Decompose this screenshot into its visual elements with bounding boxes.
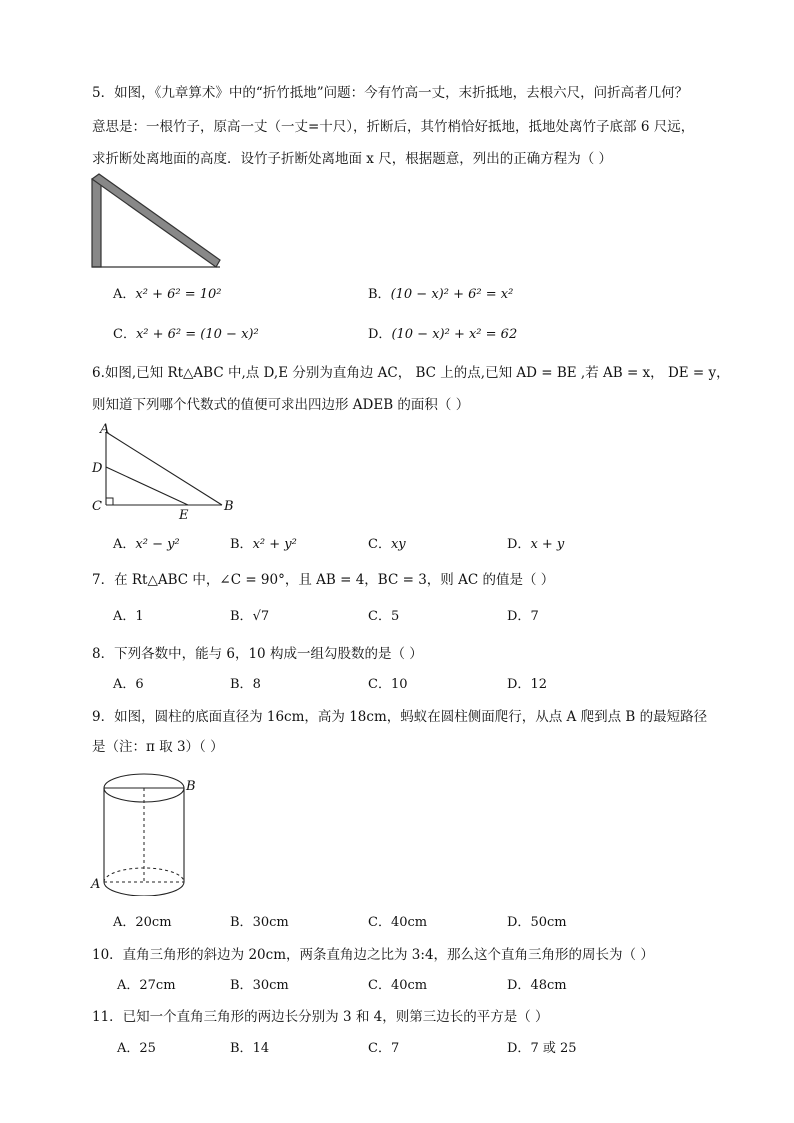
label-b-cyl: B — [186, 779, 196, 794]
cylinder-figure — [88, 764, 208, 896]
q10-option-d: D．48cm — [507, 978, 567, 993]
q9-option-b: B．30cm — [230, 915, 289, 930]
q10-option-c: C．40cm — [368, 978, 428, 993]
label-d: D — [92, 461, 103, 476]
q8-line-1: 8．下列各数中，能与 6，10 构成一组勾股数的是（ ） — [92, 646, 423, 662]
q8-option-a: A．6 — [113, 677, 144, 692]
q7-option-b: B．√7 — [230, 609, 270, 624]
label-a: A — [100, 422, 110, 437]
q5-option-a: A．x² + 6² = 10² — [113, 287, 222, 302]
q6-line-2: 则知道下列哪个代数式的值便可求出四边形 ADEB 的面积（ ） — [92, 397, 470, 413]
q5-line-2: 意思是：一根竹子，原高一丈（一丈=十尺），折断后，其竹梢恰好抵地，抵地处离竹子底部 6 尺远， — [92, 119, 695, 135]
q11-option-c: C．7 — [368, 1041, 400, 1056]
q5-line-3: 求折断处离地面的高度．设竹子折断处离地面 x 尺，根据题意，列出的正确方程为（ ） — [92, 151, 612, 167]
q9-option-a: A．20cm — [113, 915, 172, 930]
q9-line-2: 是（注：π 取 3）（ ） — [92, 739, 224, 755]
bamboo-stump — [92, 179, 101, 267]
q9-option-c: C．40cm — [368, 915, 428, 930]
q8-option-d: D．12 — [507, 677, 547, 692]
bamboo-broken-top — [92, 174, 220, 267]
q6-option-b: B．x² + y² — [230, 537, 297, 552]
label-b: B — [224, 499, 234, 514]
q5-line-1: 5．如图，《九章算术》中的“折竹抵地”问题：今有竹高一丈，末折抵地，去根六尺，问折高者几何？ — [92, 85, 689, 101]
bamboo-figure — [88, 172, 228, 272]
q6-line-1: 6.如图,已知 Rt△ABC 中,点 D,E 分别为直角边 AC， BC 上的点,已知 AD = BE ,若 AB = x， DE = y， — [92, 365, 730, 381]
q7-line-1: 7．在 Rt△ABC 中，∠C = 90°，且 AB = 4，BC = 3，则 AC 的值是（ ） — [92, 572, 555, 588]
bottom-front-arc — [104, 882, 184, 896]
label-e: E — [179, 508, 189, 520]
q11-option-a: A．25 — [117, 1041, 156, 1056]
triangle-abc-figure — [88, 420, 248, 520]
q7-option-d: D．7 — [507, 609, 539, 624]
right-angle-mark — [106, 498, 113, 505]
q11-option-b: B．14 — [230, 1041, 270, 1056]
q9-option-d: D．50cm — [507, 915, 567, 930]
q6-option-c: C．xy — [368, 537, 406, 552]
q10-option-a: A．27cm — [117, 978, 176, 993]
q6-option-d: D．x + y — [507, 537, 565, 552]
q9-line-1: 9．如图，圆柱的底面直径为 16cm，高为 18cm，蚂蚁在圆柱侧面爬行，从点 A 爬到点 B 的最短路径 — [92, 709, 708, 725]
q5-option-d: D．(10 − x)² + x² = 62 — [368, 327, 518, 342]
label-a-cyl: A — [91, 877, 101, 892]
q5-option-b: B．(10 − x)² + 6² = x² — [368, 287, 514, 302]
q8-option-c: C．10 — [368, 677, 408, 692]
q6-option-a: A．x² − y² — [113, 537, 180, 552]
q5-option-c: C．x² + 6² = (10 − x)² — [113, 327, 259, 342]
label-c: C — [92, 499, 102, 514]
q10-option-b: B．30cm — [230, 978, 289, 993]
segment-de — [106, 467, 188, 505]
q10-line-1: 10．直角三角形的斜边为 20cm，两条直角边之比为 3:4，那么这个直角三角形的周长为（ ） — [92, 947, 654, 963]
q11-line-1: 11．已知一个直角三角形的两边长分别为 3 和 4，则第三边长的平方是（ ） — [92, 1009, 549, 1025]
q7-option-c: C．5 — [368, 609, 400, 624]
q11-option-d: D．7 或 25 — [507, 1041, 577, 1056]
q8-option-b: B．8 — [230, 677, 261, 692]
q7-option-a: A．1 — [113, 609, 144, 624]
